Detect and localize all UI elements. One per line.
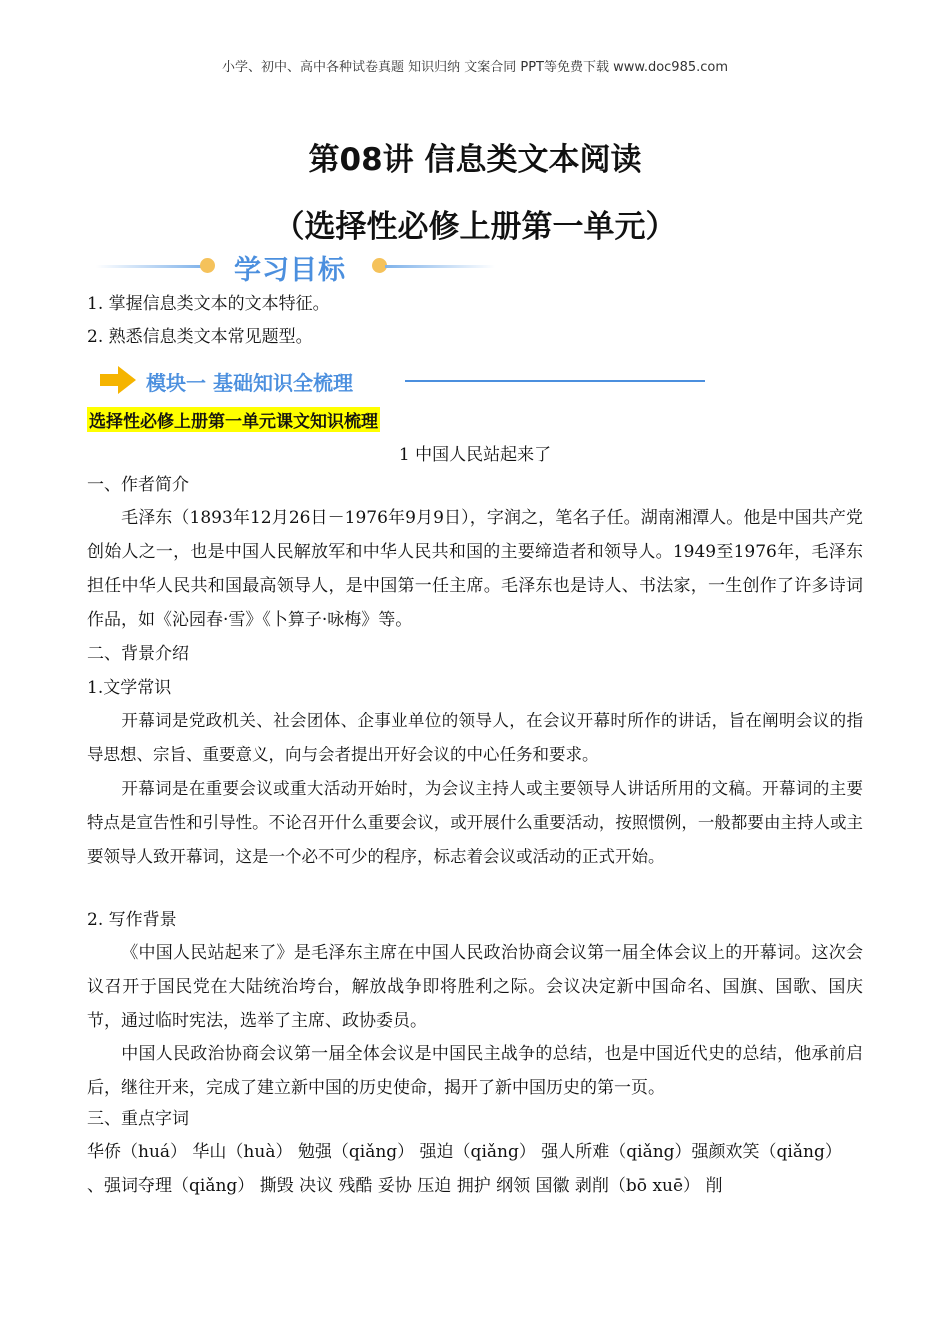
module-divider	[405, 380, 705, 382]
lesson-title: 1 中国人民站起来了	[398, 445, 552, 465]
writing-background-paragraph-2	[87, 1037, 863, 1105]
writing-background-text-2: 中国人民政治协商会议第一届全体会议是中国民主战争的总结，也是中国近代史的总结，他承前启后，继往开来，完成了建立新中国的历史使命，揭开了新中国历史的第一页。	[87, 1044, 863, 1098]
vocab-line-1: 华侨（huá） 华山（huà） 勉强（qiǎng） 强迫（qiǎng） 强人所难（qiǎng）强颜欢笑（qiǎng）	[87, 1142, 842, 1162]
banner-dot-icon	[200, 258, 215, 273]
opening-speech-text-2: 开幕词是在重要会议或重大活动开始时，为会议主持人或主要领导人讲话所用的文稿。开幕词的主要特点是宣告性和引导性。不论召开什么重要会议，或开展什么重要活动，按照惯例，一般都要由主持人或主要领导人致开幕词，这是一个必不可少的程序，标志着会议或活动的正式开始。	[87, 779, 863, 866]
author-heading: 一、作者简介	[87, 475, 189, 495]
opening-speech-paragraph-2	[87, 772, 863, 874]
page-title: 第08讲 信息类文本阅读	[308, 142, 642, 178]
learning-goals-title: 学习目标	[234, 255, 346, 286]
author-paragraph	[87, 501, 863, 637]
opening-speech-paragraph-1	[87, 704, 863, 772]
writing-background-heading: 2. 写作背景	[87, 910, 177, 930]
banner-line-left	[96, 265, 204, 268]
vocab-line-2: 、强词夺理（qiǎng） 撕毁 决议 残酷 妥协 压迫 拥护 纲领 国徽 剥削（bō xuē） 削	[87, 1176, 723, 1196]
vocab-heading: 三、重点字词	[87, 1109, 189, 1129]
module-banner	[100, 364, 710, 398]
writing-background-text-1: 《中国人民站起来了》是毛泽东主席在中国人民政治协商会议第一届全体会议上的开幕词。这次会议召开于国民党在大陆统治垮台，解放战争即将胜利之际。会议决定新中国命名、国旗、国歌、国庆节，通过临时宪法，选举了主席、政协委员。	[87, 943, 863, 1031]
module-title: 模块一 基础知识全梳理	[146, 371, 353, 395]
banner-line-right	[385, 265, 495, 268]
section-heading: 选择性必修上册第一单元课文知识梳理	[87, 407, 380, 432]
opening-speech-text-1: 开幕词是党政机关、社会团体、企事业单位的领导人，在会议开幕时所作的讲话，旨在阐明会议的指导思想、宗旨、重要意义，向与会者提出开好会议的中心任务和要求。	[87, 711, 863, 764]
site-header: 小学、初中、高中各种试卷真题 知识归纳 文案合同 PPT等免费下载 www.doc985.com	[221, 60, 729, 75]
author-text: 毛泽东（1893年12月26日－1976年9月9日），字润之，笔名子任。湖南湘潭人。他是中国共产党创始人之一，也是中国人民解放军和中华人民共和国的主要缔造者和领导人。1949至1976年，毛泽东担任中华人民共和国最高领导人，是中国第一任主席。毛泽东也是诗人、书法家，一生创作了许多诗词作品，如《沁园春·雪》《卜算子·咏梅》等。	[87, 508, 863, 630]
learning-goals-banner	[96, 248, 516, 286]
arrow-right-icon	[100, 366, 136, 394]
literary-knowledge-heading: 1.文学常识	[87, 678, 172, 698]
page-subtitle: （选择性必修上册第一单元）	[273, 209, 677, 245]
goal-item-1: 1. 掌握信息类文本的文本特征。	[87, 294, 330, 314]
goal-item-2: 2. 熟悉信息类文本常见题型。	[87, 327, 313, 347]
writing-background-paragraph-1	[87, 936, 863, 1038]
background-heading: 二、背景介绍	[87, 644, 189, 664]
